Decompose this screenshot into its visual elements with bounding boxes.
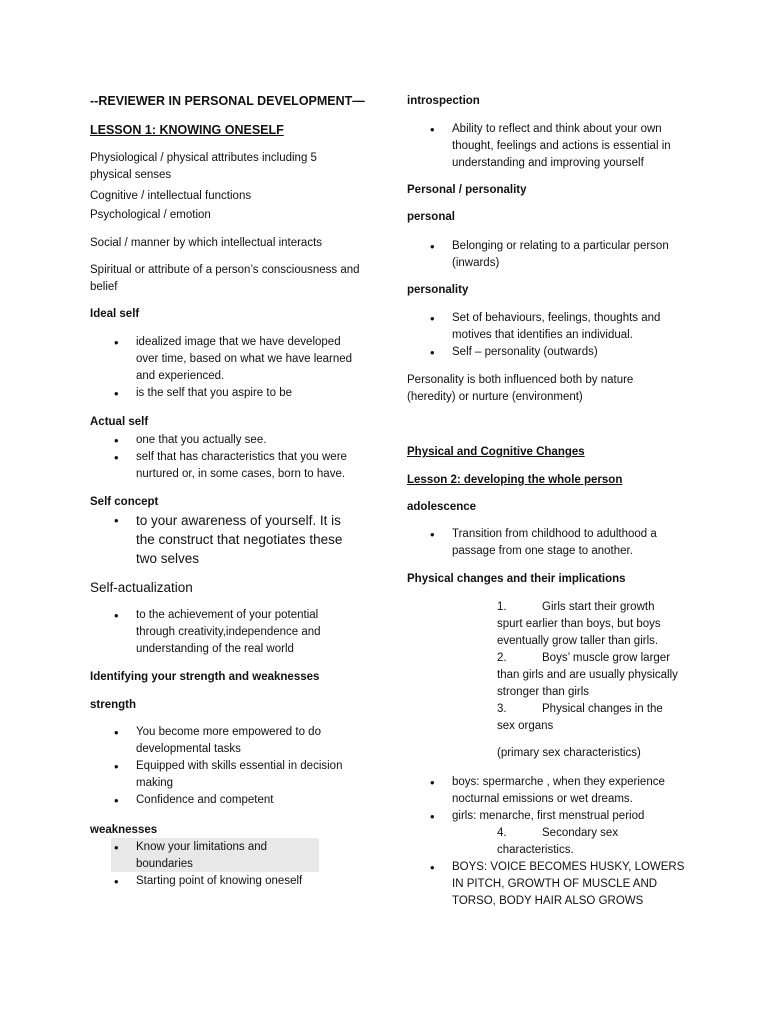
list-item: • is the self that you aspire to be xyxy=(136,385,358,402)
list-item: • girls: menarche, first menstrual period xyxy=(452,808,682,825)
personality-list xyxy=(452,310,682,361)
boys-voice-list xyxy=(452,859,697,910)
self-actualization-list xyxy=(136,607,358,658)
list-item: • Confidence and competent xyxy=(136,792,358,809)
list-item: • one that you actually see. xyxy=(136,432,358,449)
weaknesses-list xyxy=(136,839,306,890)
personal-list xyxy=(452,238,682,272)
list-item: • boys: spermarche , when they experience nocturnal emissions or wet dreams. xyxy=(452,774,682,808)
sex-characteristics-list xyxy=(452,774,682,825)
list-item: • idealized image that we have developed over time, based on what we have learned and experienced. xyxy=(136,334,358,385)
actual-self-list xyxy=(136,432,358,483)
list-item: 1. Girls start their growth spurt earlier than boys, but boys eventually grow taller than girls. xyxy=(497,601,661,647)
spiritual-text: Spiritual or attribute of a person’s consciousness and belief xyxy=(90,264,360,293)
numbered-item-4: 4. Secondary sex characteristics. xyxy=(497,827,619,856)
personality-heading: personality xyxy=(407,284,469,296)
list-item: • self that has characteristics that you were nurtured or, in some cases, born to have. xyxy=(136,449,358,483)
numbered-list xyxy=(497,599,682,735)
list-item: 3. Physical changes in the sex organs xyxy=(497,703,663,732)
self-actualization-heading: Self-actualization xyxy=(90,580,193,595)
list-item: • BOYS: VOICE BECOMES HUSKY, LOWERS IN PITCH, GROWTH OF MUSCLE AND TORSO, BODY HAIR ALSO GROWS xyxy=(452,859,697,910)
strength-heading: strength xyxy=(90,699,136,711)
primary-sex-text: (primary sex characteristics) xyxy=(497,747,641,759)
list-item: • Set of behaviours, feelings, thoughts and motives that identifies an individual. xyxy=(452,310,682,344)
physical-changes-heading: Physical changes and their implications xyxy=(407,573,626,585)
adolescence-heading: adolescence xyxy=(407,501,477,513)
personal-personality-heading: Personal / personality xyxy=(407,184,527,196)
list-item: • You become more empowered to do developmental tasks xyxy=(136,724,358,758)
list-item: • Self – personality (outwards) xyxy=(452,344,682,361)
introspection-list xyxy=(452,121,682,172)
list-item: • Transition from childhood to adulthood a passage from one stage to another. xyxy=(452,526,682,560)
adolescence-list xyxy=(452,526,682,560)
identifying-heading: Identifying your strength and weaknesses xyxy=(90,671,320,683)
cognitive-text: Cognitive / intellectual functions xyxy=(90,190,252,202)
list-item: • Belonging or relating to a particular person (inwards) xyxy=(452,238,682,272)
social-text: Social / manner by which intellectual interacts xyxy=(90,237,323,249)
ideal-self-list xyxy=(136,334,358,402)
list-item: • to your awareness of yourself. It is the construct that negotiates these two selves xyxy=(136,511,361,568)
lesson2-heading: Lesson 2: developing the whole person xyxy=(407,474,623,486)
list-item: • Equipped with skills essential in decision making xyxy=(136,758,358,792)
list-item: • Starting point of knowing oneself xyxy=(136,873,306,890)
ideal-self-heading: Ideal self xyxy=(90,308,140,320)
list-item: 2. Boys’ muscle grow larger than girls and are usually physically stronger than girls xyxy=(497,652,678,698)
physical-cognitive-heading: Physical and Cognitive Changes xyxy=(407,446,585,458)
self-concept-heading: Self concept xyxy=(90,496,159,508)
list-item: • to the achievement of your potential through creativity,independence and understanding of the real world xyxy=(136,607,358,658)
weaknesses-heading: weaknesses xyxy=(90,824,158,836)
actual-self-heading: Actual self xyxy=(90,416,149,428)
personal-heading: personal xyxy=(407,211,455,223)
list-item: • Know your limitations and boundaries xyxy=(136,839,306,873)
introspection-heading: introspection xyxy=(407,95,480,107)
list-item: • Ability to reflect and think about your own thought, feelings and actions is essential in understanding and improving yourself xyxy=(452,121,682,172)
lesson1-heading: LESSON 1: KNOWING ONESELF xyxy=(90,123,284,137)
strength-list xyxy=(136,724,358,809)
psychological-text: Psychological / emotion xyxy=(90,209,211,221)
self-concept-list xyxy=(136,511,361,568)
physiological-text: Physiological / physical attributes including 5 physical senses xyxy=(90,152,317,181)
document-title: --REVIEWER IN PERSONAL DEVELOPMENT— xyxy=(90,94,365,108)
personality-note: Personality is both influenced both by nature (heredity) or nurture (environment) xyxy=(407,374,634,403)
